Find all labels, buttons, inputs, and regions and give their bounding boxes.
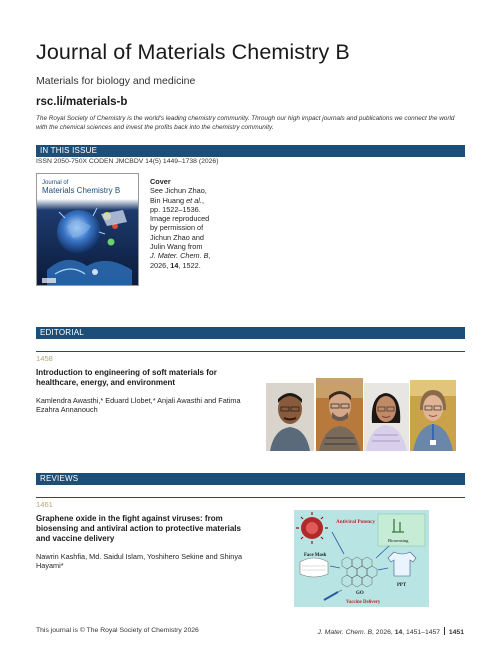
cover-image[interactable] [36,173,139,286]
author-photo [266,383,314,451]
graphic-label-go: GO [356,591,364,596]
footer-citation: J. Mater. Chem. B, 2026, 14, 1451–1457 1451 [317,629,464,636]
graphic-label-vaccine: Vaccine Delivery [346,600,381,605]
cover-heading: Cover [150,177,171,186]
author-photo [410,380,456,451]
editorial-rule [36,351,465,352]
cover-title-line1: Journal of [42,180,69,186]
reviews-rule [36,497,465,498]
reviews-title-link[interactable]: Graphene oxide in the fight against viruses: from biosensing and antiviral action to protective materials and vaccine delivery [36,514,241,543]
page-number: 1451 [448,629,464,636]
journal-title: Journal of Materials Chemistry B [36,40,350,64]
graphic-label-ppt: PPT [397,583,407,588]
editorial-page-number: 1458 [36,354,53,363]
editorial-title-link[interactable]: Introduction to engineering of soft materials for healthcare, energy, and environment [36,368,217,387]
journal-subtitle: Materials for biology and medicine [36,75,196,87]
author-photo [316,378,363,451]
footer-separator [444,627,445,635]
cover-description: Cover See Jichun Zhao, Bin Huang et al., pp. 1522–1536. Image reproduced by permission of Jichun Zhao and Julin Wang from J. Mater. Chem. B, 2026, 14, 1522. [150,177,211,270]
editorial-authors: Kamlendra Awasthi,* Eduard Llobet,* Anjali Awasthi and Fatima Ezahra Annanouch [36,396,241,415]
graphical-abstract [294,510,429,607]
rsc-blurb: The Royal Society of Chemistry is the world's leading chemistry community. Through our high impact journals and publications we connect the world with the chemical sciences and invest the profits back into the chemistry community. [36,115,455,131]
reviews-authors: Nawrin Kashfia, Md. Saidul Islam, Yoshihero Sekine and Shinya Hayami* [36,552,243,571]
author-photo [364,383,409,451]
cover-title-line2: Materials Chemistry B [42,186,121,195]
issn-line: ISSN 2050-750X CODEN JMCBDV 14(5) 1449–1738 (2026) [36,158,219,165]
in-this-issue-bar: IN THIS ISSUE [36,145,465,157]
graphic-label-biosensing: Biosensing [388,538,409,543]
reviews-page-number: 1461 [36,500,53,509]
cover-illustration [37,174,139,286]
journal-url-link[interactable]: rsc.li/materials-b [36,96,128,108]
graphic-label-antiviral: Antiviral Potency [336,519,376,525]
editorial-bar: EDITORIAL [36,327,465,339]
graphic-label-face-mask: Face Mask [304,553,327,558]
reviews-bar: REVIEWS [36,473,465,485]
footer-copyright: This journal is © The Royal Society of Chemistry 2026 [36,627,199,634]
